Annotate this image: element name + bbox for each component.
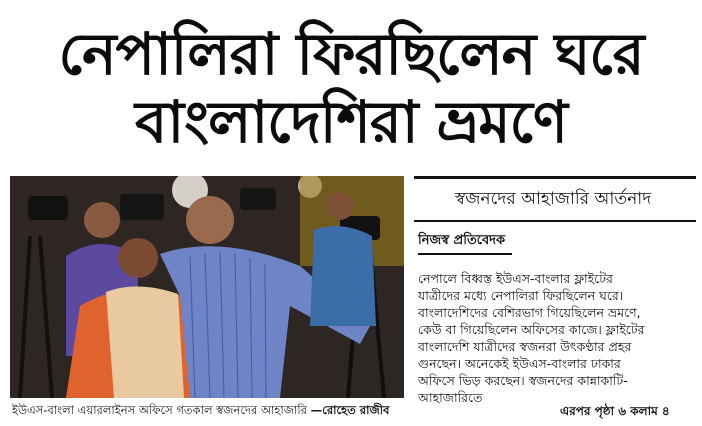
body-line: বাংলাদেশিদের বেশিরভাগ গিয়েছিলেন ভ্রমণে, xyxy=(418,305,641,320)
body-line: যাত্রীদের মধ্যে নেপালিরা ফিরছিলেন ঘরে। xyxy=(418,288,624,303)
kicker-bottom-rule xyxy=(414,220,696,222)
body-line: বাংলাদেশি যাত্রীদের স্বজনরা উৎকণ্ঠার প্রহর xyxy=(418,339,632,354)
headline-line-2: বাংলাদেশিরা ভ্রমণে xyxy=(135,88,567,156)
photo-caption xyxy=(12,402,404,418)
byline-rule xyxy=(418,253,512,255)
kicker-heading: স্বজনদের আহাজারি আর্তনাদ xyxy=(454,189,652,209)
body-line: নেপালে বিধ্বস্ত ইউএস-বাংলার ফ্লাইটের xyxy=(418,271,613,286)
headline-line-1: নেপালিরা ফিরছিলেন ঘরে xyxy=(58,20,644,88)
body-line: আহাজারিতে xyxy=(418,390,483,405)
byline: নিজস্ব প্রতিবেদক xyxy=(418,233,506,248)
article-body xyxy=(418,270,694,406)
caption-text: ইউএস-বাংলা এয়ারলাইনস অফিসে গতকাল স্বজনদের আহাজারি xyxy=(12,403,307,417)
photo-credit: —রোহেত রাজীব xyxy=(310,403,390,417)
news-photo xyxy=(10,176,404,398)
body-line: কেউ বা গিয়েছিলেন অফিসের কাজে। ফ্লাইটের xyxy=(418,322,645,337)
continuation-link[interactable]: এরপর পৃষ্ঠা ৬ কলাম ৪ xyxy=(560,404,670,418)
kicker-top-rule xyxy=(414,176,696,179)
body-line: অফিসে ভিড় করছেন। স্বজনদের কান্নাকাটি- xyxy=(418,373,628,388)
body-line: গুনছেন। অনেকেই ইউএস-বাংলার ঢাকার xyxy=(418,356,621,371)
photo-illustration xyxy=(10,176,404,398)
